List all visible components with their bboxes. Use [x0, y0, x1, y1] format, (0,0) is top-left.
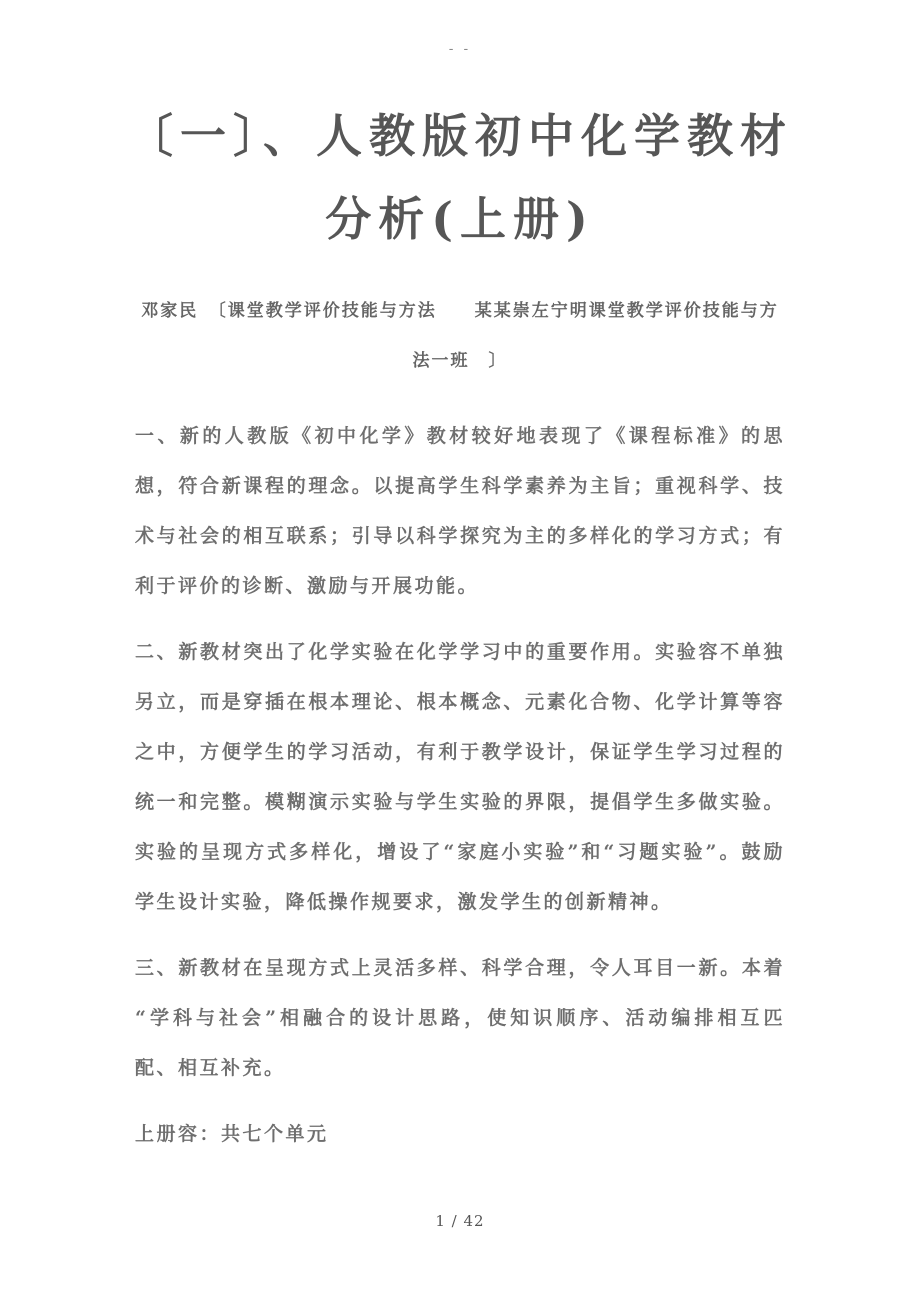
paragraph-2: 二、新教材突出了化学实验在化学学习中的重要作用。实验容不单独另立，而是穿插在根本理论、根本概念、元素化合物、化学计算等容之中，方便学生的学习活动，有利于教学设计，保证学生学习过程的统一和完整。模糊演示实验与学生实验的界限，提倡学生多做实验。实验的呈现方式多样化，增设了“家庭小实验”和“习题实验”。鼓励学生设计实验，降低操作规要求，激发学生的创新精神。 [135, 640, 785, 913]
page-header-mark: - - [448, 42, 472, 57]
document-title: 〔一〕、人教版初中化学教材分析(上册) [127, 109, 793, 246]
page-number: 1 / 42 [435, 1212, 485, 1230]
document-body [135, 411, 785, 1159]
document-byline: 邓家民 〔课堂教学评价技能与方法 某某崇左宁明课堂教学评价技能与方法一班 〕 [141, 300, 779, 371]
paragraph-1: 一、新的人教版《初中化学》教材较好地表现了《课程标准》的思想，符合新课程的理念。以提高学生科学素养为主旨；重视科学、技术与社会的相互联系；引导以科学探究为主的多样化的学习方式；有利于评价的诊断、激励与开展功能。 [135, 424, 785, 597]
paragraph-3: 三、新教材在呈现方式上灵活多样、科学合理，令人耳目一新。本着“学科与社会”相融合的设计思路，使知识顺序、活动编排相互匹配、相互补充。 [135, 956, 785, 1079]
paragraph-4: 上册容：共七个单元 [135, 1122, 329, 1145]
